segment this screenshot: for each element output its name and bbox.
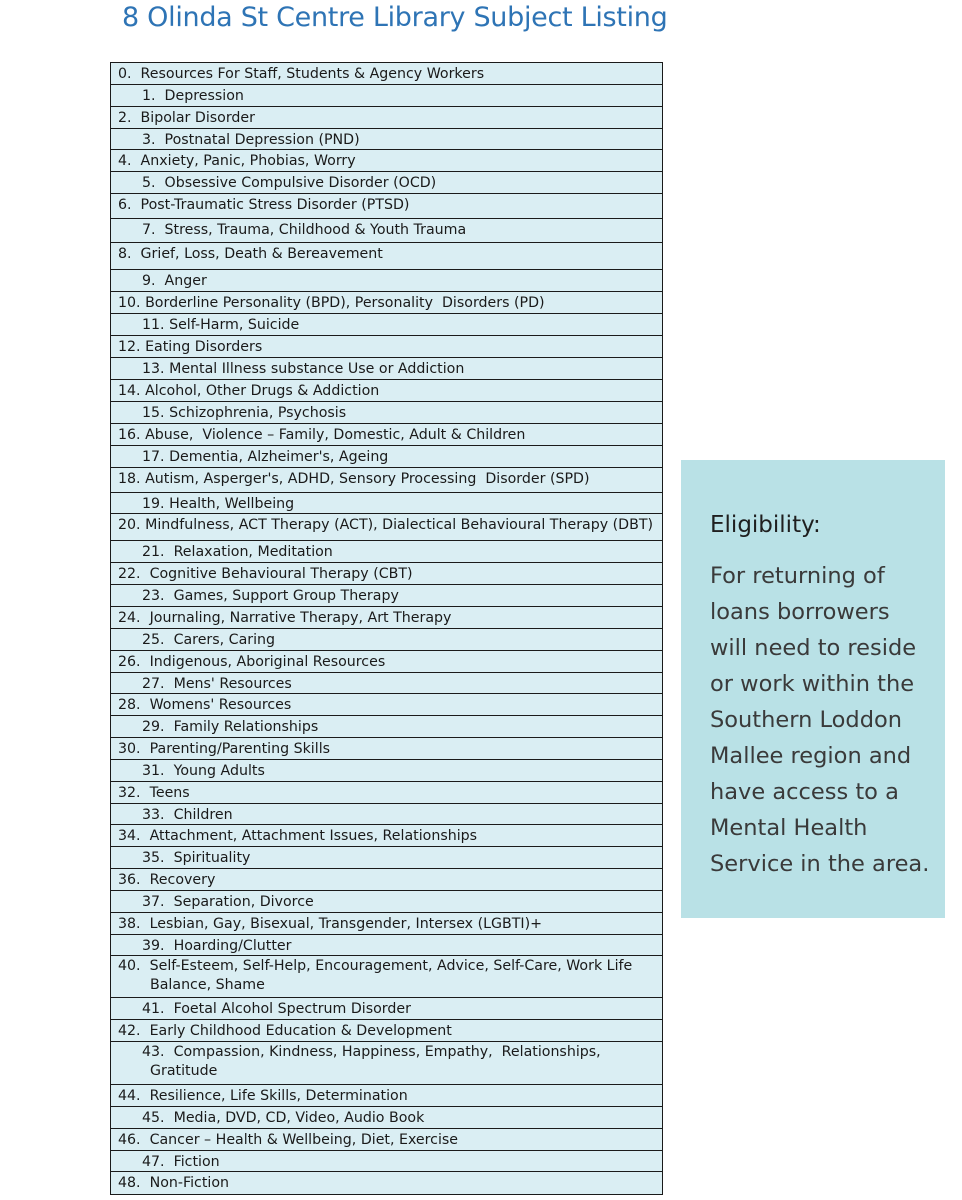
subject-row xyxy=(111,468,662,493)
subject-row xyxy=(111,891,662,913)
subject-label: 42. Early Childhood Education & Development xyxy=(118,1023,452,1039)
subject-label: 20. Mindfulness, ACT Therapy (ACT), Dialectical Behavioural Therapy (DBT) xyxy=(118,517,654,533)
subject-row xyxy=(111,107,662,129)
subject-row xyxy=(111,847,662,869)
subject-label: 11. Self-Harm, Suicide xyxy=(142,317,300,333)
subject-row xyxy=(111,1172,662,1194)
subject-label: 4. Anxiety, Panic, Phobias, Worry xyxy=(118,153,356,169)
subject-label: 38. Lesbian, Gay, Bisexual, Transgender, Intersex (LGBTI)+ xyxy=(118,916,543,932)
subject-row xyxy=(111,63,662,85)
subject-row xyxy=(111,804,662,825)
subject-label: 27. Mens' Resources xyxy=(142,676,292,692)
subject-row xyxy=(111,194,662,219)
subject-label: 22. Cognitive Behavioural Therapy (CBT) xyxy=(118,566,413,582)
subject-row xyxy=(111,956,662,998)
subject-listing-table xyxy=(110,62,663,1195)
subject-row xyxy=(111,738,662,760)
subject-label: 16. Abuse, Violence – Family, Domestic, Adult & Children xyxy=(118,427,526,443)
subject-row xyxy=(111,336,662,358)
subject-label: 32. Teens xyxy=(118,785,190,801)
subject-row xyxy=(111,998,662,1020)
subject-label: 3. Postnatal Depression (PND) xyxy=(142,132,360,148)
subject-row xyxy=(111,358,662,380)
subject-row xyxy=(111,1042,662,1085)
subject-label: 36. Recovery xyxy=(118,872,216,888)
eligibility-panel xyxy=(681,460,945,918)
subject-label: 21. Relaxation, Meditation xyxy=(142,544,333,560)
subject-row xyxy=(111,563,662,585)
subject-label: 18. Autism, Asperger's, ADHD, Sensory Processing Disorder (SPD) xyxy=(118,471,590,487)
subject-row xyxy=(111,314,662,336)
subject-label: 8. Grief, Loss, Death & Bereavement xyxy=(118,246,383,262)
subject-row xyxy=(111,243,662,270)
subject-label: 15. Schizophrenia, Psychosis xyxy=(142,405,347,421)
subject-label: 46. Cancer – Health & Wellbeing, Diet, Exercise xyxy=(118,1132,459,1148)
subject-label: 24. Journaling, Narrative Therapy, Art Therapy xyxy=(118,610,452,626)
subject-row xyxy=(111,760,662,782)
subject-row xyxy=(111,1020,662,1042)
subject-label: 30. Parenting/Parenting Skills xyxy=(118,741,331,757)
subject-label: 12. Eating Disorders xyxy=(118,339,263,355)
subject-row xyxy=(111,629,662,651)
subject-row xyxy=(111,402,662,424)
subject-label: 17. Dementia, Alzheimer's, Ageing xyxy=(142,449,389,465)
subject-row xyxy=(111,607,662,629)
subject-label: 44. Resilience, Life Skills, Determination xyxy=(118,1088,408,1104)
subject-row xyxy=(111,541,662,563)
subject-row xyxy=(111,935,662,956)
subject-label: 37. Separation, Divorce xyxy=(142,894,314,910)
subject-label: 28. Womens' Resources xyxy=(118,697,292,713)
subject-label-continued: Balance, Shame xyxy=(150,977,265,993)
subject-label: 43. Compassion, Kindness, Happiness, Empathy, Relationships, xyxy=(142,1044,601,1060)
subject-row xyxy=(111,292,662,314)
subject-row xyxy=(111,219,662,243)
subject-row xyxy=(111,85,662,107)
subject-label: 47. Fiction xyxy=(142,1154,220,1170)
subject-label: 40. Self-Esteem, Self-Help, Encouragement, Advice, Self-Care, Work Life xyxy=(118,958,633,974)
subject-row xyxy=(111,380,662,402)
subject-row xyxy=(111,585,662,607)
subject-row xyxy=(111,1129,662,1151)
subject-label: 10. Borderline Personality (BPD), Personality Disorders (PD) xyxy=(118,295,545,311)
subject-label: 26. Indigenous, Aboriginal Resources xyxy=(118,654,386,670)
subject-row xyxy=(111,716,662,738)
eligibility-text: For returning of loans borrowers will need to reside or work within the Southern Loddon Mallee region and have access to a Mental Health Service in the area. xyxy=(710,563,930,877)
subject-label: 31. Young Adults xyxy=(142,763,265,779)
subject-row xyxy=(111,424,662,446)
subject-label: 25. Carers, Caring xyxy=(142,632,276,648)
subject-row xyxy=(111,1085,662,1107)
subject-row xyxy=(111,694,662,716)
subject-row xyxy=(111,1107,662,1129)
subject-label: 13. Mental Illness substance Use or Addiction xyxy=(142,361,465,377)
subject-label-continued: Gratitude xyxy=(150,1063,218,1079)
subject-row xyxy=(111,446,662,468)
subject-row xyxy=(111,825,662,847)
subject-label: 0. Resources For Staff, Students & Agency Workers xyxy=(118,66,485,82)
eligibility-heading: Eligibility: xyxy=(710,512,821,538)
subject-row xyxy=(111,172,662,194)
subject-label: 19. Health, Wellbeing xyxy=(142,496,295,512)
subject-row xyxy=(111,782,662,804)
subject-label: 41. Foetal Alcohol Spectrum Disorder xyxy=(142,1001,411,1017)
subject-row xyxy=(111,673,662,694)
subject-label: 29. Family Relationships xyxy=(142,719,319,735)
subject-label: 5. Obsessive Compulsive Disorder (OCD) xyxy=(142,175,437,191)
subject-label: 48. Non-Fiction xyxy=(118,1175,230,1191)
subject-label: 23. Games, Support Group Therapy xyxy=(142,588,399,604)
subject-label: 1. Depression xyxy=(142,88,244,104)
subject-label: 33. Children xyxy=(142,807,233,823)
subject-label: 35. Spirituality xyxy=(142,850,251,866)
subject-label: 2. Bipolar Disorder xyxy=(118,110,255,126)
subject-row xyxy=(111,869,662,891)
subject-label: 9. Anger xyxy=(142,273,207,289)
subject-row xyxy=(111,514,662,541)
page-title: 8 Olinda St Centre Library Subject Listing xyxy=(122,2,668,33)
subject-row xyxy=(111,150,662,172)
subject-label: 14. Alcohol, Other Drugs & Addiction xyxy=(118,383,380,399)
subject-label: 7. Stress, Trauma, Childhood & Youth Trauma xyxy=(142,222,467,238)
subject-row xyxy=(111,1151,662,1172)
subject-label: 34. Attachment, Attachment Issues, Relationships xyxy=(118,828,478,844)
subject-label: 6. Post-Traumatic Stress Disorder (PTSD) xyxy=(118,197,410,213)
subject-row xyxy=(111,913,662,935)
subject-label: 45. Media, DVD, CD, Video, Audio Book xyxy=(142,1110,425,1126)
subject-row xyxy=(111,493,662,514)
subject-row xyxy=(111,129,662,150)
subject-label: 39. Hoarding/Clutter xyxy=(142,938,292,954)
subject-row xyxy=(111,651,662,673)
subject-row xyxy=(111,270,662,292)
